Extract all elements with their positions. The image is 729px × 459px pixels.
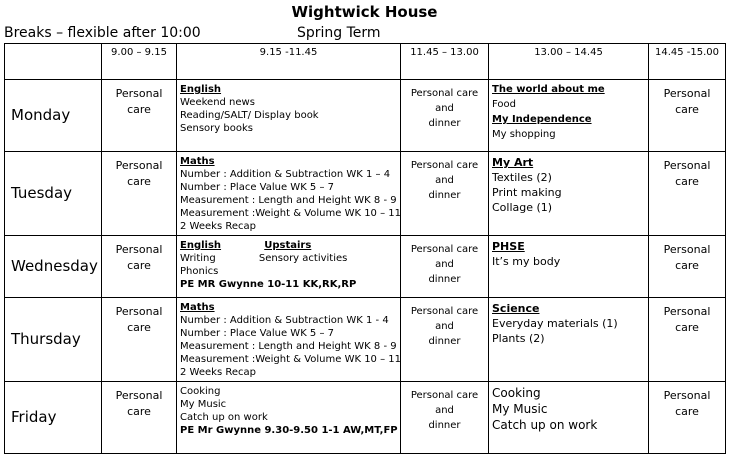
row-friday	[5, 382, 726, 454]
day-label: Friday	[5, 382, 102, 454]
page-title: Wightwick House	[291, 3, 438, 21]
day-label: Tuesday	[5, 152, 102, 236]
breaks-note: Breaks – flexible after 10:00	[4, 25, 201, 41]
personal-care-cell: Personal care	[649, 152, 726, 236]
day-label: Thursday	[5, 298, 102, 382]
personal-care-cell: Personal care	[649, 382, 726, 454]
morning-lesson-cell: English Upstairs Writing Sensory activities Phonics PE MR Gwynne 10-11 KK,RK,RP	[177, 236, 401, 298]
lesson-heading: English	[180, 84, 222, 95]
care-dinner-cell: Personal care and dinner	[401, 382, 489, 454]
row-monday	[5, 80, 726, 152]
personal-care-cell: Personal care	[649, 298, 726, 382]
day-label: Monday	[5, 80, 102, 152]
afternoon-lesson-cell: The world about me Food My Independence My shopping	[489, 80, 649, 152]
pe-note: PE Mr Gwynne 9.30-9.50 1-1 AW,MT,FP	[180, 425, 398, 436]
lesson-heading: Science	[492, 302, 540, 315]
lesson-heading: The world about me	[492, 84, 605, 95]
personal-care-cell: Personal care	[102, 298, 177, 382]
day-label: Wednesday	[5, 236, 102, 298]
lesson-heading: Maths	[180, 156, 215, 167]
personal-care-cell: Personal care	[102, 236, 177, 298]
header-day	[5, 44, 102, 80]
personal-care-cell: Personal care	[102, 152, 177, 236]
lesson-heading: PHSE	[492, 240, 525, 253]
header-slot-4: 13.00 – 14.45	[489, 44, 649, 80]
care-dinner-cell: Personal care and dinner	[401, 80, 489, 152]
pe-note: PE MR Gwynne 10-11 KK,RK,RP	[180, 279, 357, 290]
header-row	[5, 44, 726, 80]
personal-care-cell: Personal care	[649, 80, 726, 152]
afternoon-lesson-cell: Science Everyday materials (1) Plants (2)	[489, 298, 649, 382]
header-slot-3: 11.45 – 13.00	[401, 44, 489, 80]
care-dinner-cell: Personal care and dinner	[401, 152, 489, 236]
care-dinner-cell: Personal care and dinner	[401, 236, 489, 298]
morning-lesson-cell: Maths Number : Addition & Subtraction WK 1 – 4 Number : Place Value WK 5 – 7 Measurement : Length and Height WK 8 - 9 Measurement :Weight & Volume WK 10 – 11 2 Weeks Recap	[177, 152, 401, 236]
header-slot-2: 9.15 -11.45	[177, 44, 401, 80]
row-thursday	[5, 298, 726, 382]
header-slot-1: 9.00 – 9.15	[102, 44, 177, 80]
personal-care-cell: Personal care	[102, 382, 177, 454]
lesson-heading: Maths	[180, 302, 215, 313]
lesson-heading: My Independence	[492, 114, 592, 125]
morning-lesson-cell: Cooking My Music Catch up on work PE Mr Gwynne 9.30-9.50 1-1 AW,MT,FP	[177, 382, 401, 454]
afternoon-lesson-cell: PHSE It’s my body	[489, 236, 649, 298]
morning-lesson-cell: English Weekend news Reading/SALT/ Display book Sensory books	[177, 80, 401, 152]
personal-care-cell: Personal care	[649, 236, 726, 298]
lesson-heading-upstairs: Upstairs	[264, 240, 312, 251]
timetable	[4, 43, 726, 454]
personal-care-cell: Personal care	[102, 80, 177, 152]
lesson-heading: English	[180, 240, 222, 251]
care-dinner-cell: Personal care and dinner	[401, 298, 489, 382]
morning-lesson-cell: Maths Number : Addition & Subtraction WK 1 - 4 Number : Place Value WK 5 – 7 Measurement : Length and Height WK 8 - 9 Measurement :Weight & Volume WK 10 – 11 2 Weeks Recap	[177, 298, 401, 382]
afternoon-lesson-cell: My Art Textiles (2) Print making Collage (1)	[489, 152, 649, 236]
term-label: Spring Term	[297, 25, 381, 41]
lesson-heading: My Art	[492, 156, 534, 169]
header-slot-5: 14.45 -15.00	[649, 44, 726, 80]
afternoon-lesson-cell: Cooking My Music Catch up on work	[489, 382, 649, 454]
row-wednesday	[5, 236, 726, 298]
row-tuesday	[5, 152, 726, 236]
